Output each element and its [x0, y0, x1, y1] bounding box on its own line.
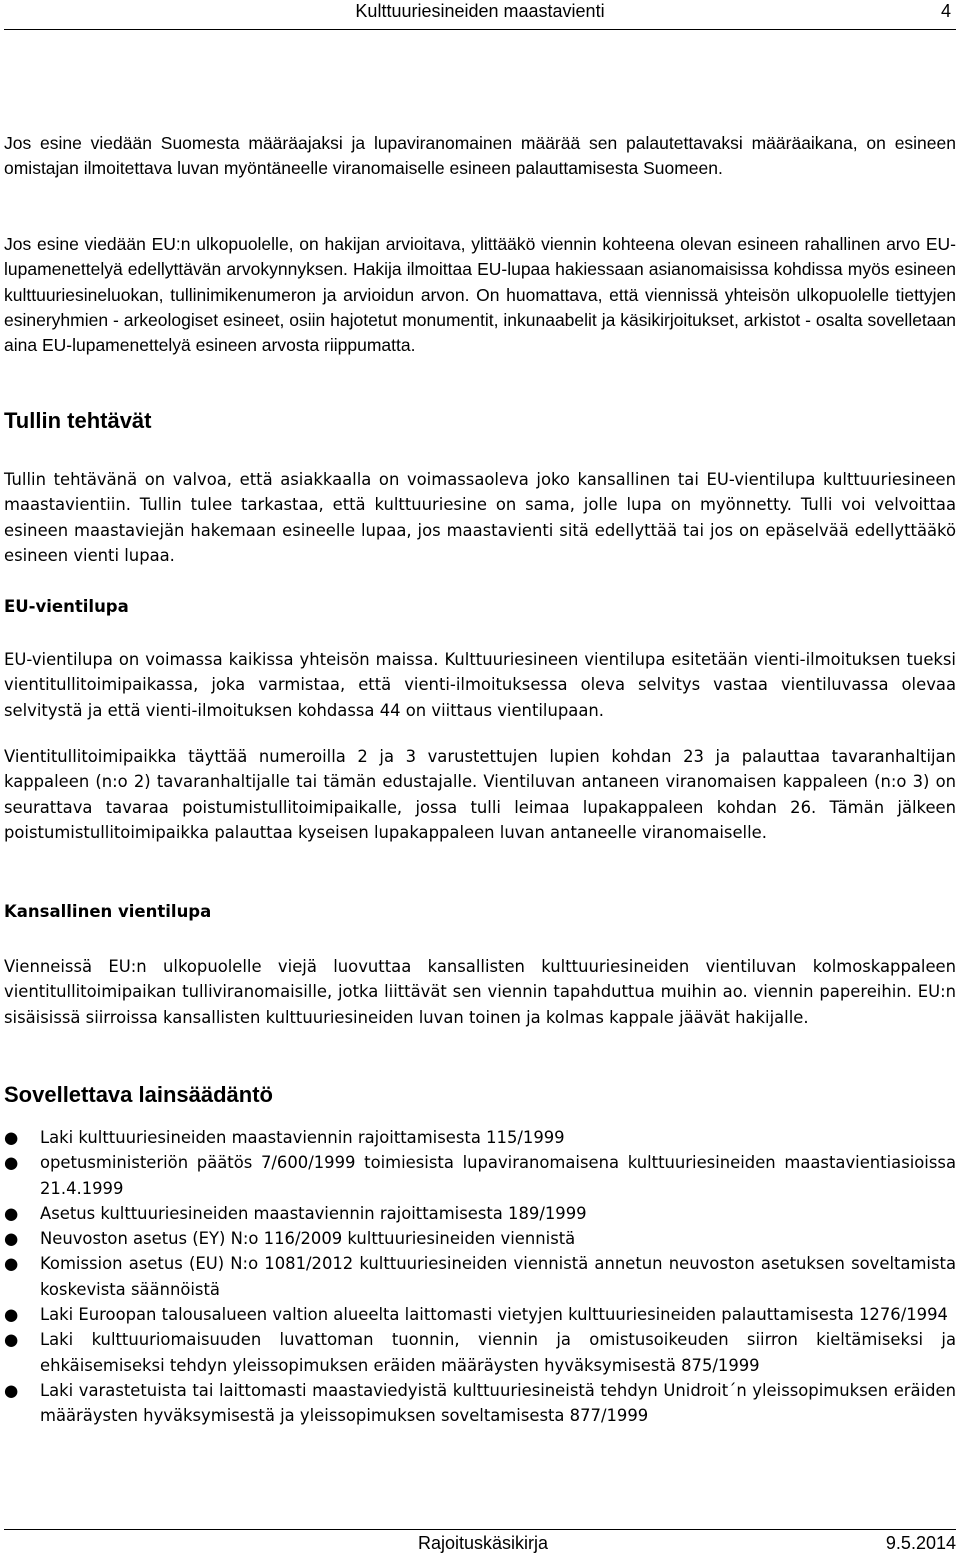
list-item-text: Neuvoston asetus (EY) N:o 116/2009 kulttuuriesineiden viennistä — [40, 1229, 576, 1249]
list-item — [4, 1150, 956, 1201]
list-item — [4, 1125, 956, 1150]
list-item — [4, 1201, 956, 1226]
bullet-icon: ● — [4, 1380, 19, 1400]
list-item-text: Laki varastetuista tai laittomasti maastaviedyistä kulttuuriesineistä tehdyn Unidroit´n yleissopimuksen eräiden määräysten hyväksymisestä ja yleissopimuksen soveltamisesta 877/1999 — [40, 1380, 956, 1426]
header-rule — [4, 29, 956, 30]
page-footer — [0, 1529, 960, 1559]
page-number: 4 — [940, 1, 951, 21]
page-header — [0, 0, 960, 26]
bullet-icon: ● — [4, 1254, 19, 1274]
bullet-icon: ● — [4, 1330, 19, 1350]
eu-paragraph-2: Vientitullitoimipaikka täyttää numeroilla 2 ja 3 varustettujen lupien kohdan 23 ja palauttaa tavaranhaltijan kappaleen (n:o 2) tavaranhaltijalle tai tämän edustajalle. Vientiluvan antaneen viranomaisen kappaleen (n:o 3) on seurattava tavaraa poistumistullitoimipaikalle, jossa tulli leimaa lupakappaleen kohdan 26. Tämän jälkeen poistumistullitoimipaikka palauttaa kyseisen lupakappaleen luvan antaneelle viranomaiselle. — [4, 747, 956, 842]
bullet-icon: ● — [4, 1305, 19, 1325]
bullet-icon: ● — [4, 1203, 19, 1223]
list-item — [4, 1302, 956, 1327]
list-item-text: Laki Euroopan talousalueen valtion alueelta laittomasti vietyjen kulttuuriesineiden palauttamisesta 1276/1994 — [40, 1305, 948, 1325]
list-item-text: Komission asetus (EU) N:o 1081/2012 kulttuuriesineiden viennistä annetun neuvoston asetuksen soveltamista koskevista säännöistä — [40, 1254, 956, 1299]
list-item — [4, 1327, 956, 1378]
list-item-text: Laki kulttuuriomaisuuden luvattoman tuonnin, viennin ja omistusoikeuden siirron kieltämiseksi ja ehkäisemiseksi tehdyn yleissopimuksen eräiden määräysten hyväksymisestä 875/1999 — [40, 1330, 956, 1375]
intro-paragraph-1: Jos esine viedään Suomesta määräajaksi ja lupaviranomainen määrää sen palautettavaksi määräaikana, on esineen omistajan ilmoitettava luvan myöntäneelle viranomaiselle esineen palauttamisesta Suomeen. — [4, 133, 956, 179]
section-heading-tullin-tehtavat: Tullin tehtävät — [4, 408, 152, 433]
running-title: Kulttuuriesineiden maastavienti — [355, 1, 605, 21]
footer-date: 9.5.2014 — [885, 1533, 956, 1553]
list-item — [4, 1378, 956, 1429]
list-item-text: opetusministeriön päätös 7/600/1999 toimiesista lupaviranomaisena kulttuuriesineiden maastavientiasioissa 21.4.1999 — [40, 1153, 956, 1198]
bullet-icon: ● — [4, 1229, 19, 1249]
bullet-icon: ● — [4, 1153, 19, 1173]
tullin-paragraph: Tullin tehtävänä on valvoa, että asiakkaalla on voimassaoleva joko kansallinen tai EU-vientilupa kulttuuriesineen maastavientiin. Tullin tulee tarkastaa, että kulttuuriesine on sama, jolle lupa on myönnetty. Tulli voi velvoittaa esineen maastaviejän hakemaan esineelle lupaa, jos maastavienti sitä edellyttää tai jos on epäselvää edellyttääkö esineen vienti lupaa. — [4, 470, 956, 565]
footer-rule — [4, 1529, 956, 1530]
list-item — [4, 1226, 956, 1251]
eu-paragraph-1: EU-vientilupa on voimassa kaikissa yhteisön maissa. Kulttuuriesineen vientilupa esitetään vienti-ilmoituksen tueksi vientitullitoimipaikassa, joka varmistaa, että vienti-ilmoituksessa oleva selvitys vastaa vientiluvassa olevaa selvitystä ja että vienti-ilmoituksen kohdassa 44 on viittaus vientilupaan. — [4, 650, 956, 720]
list-item — [4, 1251, 956, 1302]
section-heading-kansallinen-vientilupa: Kansallinen vientilupa — [4, 902, 212, 921]
list-item-text: Laki kulttuuriesineiden maastaviennin rajoittamisesta 115/1999 — [40, 1128, 565, 1147]
intro-paragraph-2: Jos esine viedään EU:n ulkopuolelle, on hakijan arvioitava, ylittääkö viennin kohteena olevan esineen rahallinen arvo EU-lupamenettelyä edellyttävän arvokynnyksen. Hakija ilmoittaa EU-lupaa hakiessaan asianomaisissa kohdissa myös esineen kulttuuriesineluokan, tullinimikenumeron ja arvioidun arvon. On huomattava, että viennissä yhteisön ulkopuolelle tiettyjen esineryhmien - arkeologiset esineet, osiin hajotetut monumentit, inkunaabelit ja käsikirjoitukset, arkistot - osalta sovelletaan aina EU-lupamenettelyä esineen arvosta riippumatta. — [4, 234, 956, 356]
bullet-icon: ● — [4, 1128, 19, 1147]
national-paragraph: Vienneissä EU:n ulkopuolelle viejä luovuttaa kansallisten kulttuuriesineiden vientiluvan kolmoskappaleen vientitullitoimipaikan tulliviranomaisille, jotka liittävät sen viennin tapahduttua muihin ao. viennin papereihin. EU:n sisäisissä siirroissa kansallisten kulttuuriesineiden luvan toinen ja kolmas kappale jäävät hakijalle. — [4, 957, 956, 1027]
law-list — [4, 1125, 956, 1429]
section-heading-sovellettava-lainsaadanto: Sovellettava lainsäädäntö — [4, 1082, 273, 1107]
section-heading-eu-vientilupa: EU-vientilupa — [4, 597, 129, 616]
list-item-text: Asetus kulttuuriesineiden maastaviennin rajoittamisesta 189/1999 — [40, 1203, 587, 1223]
footer-document-name: Rajoituskäsikirja — [418, 1533, 549, 1553]
